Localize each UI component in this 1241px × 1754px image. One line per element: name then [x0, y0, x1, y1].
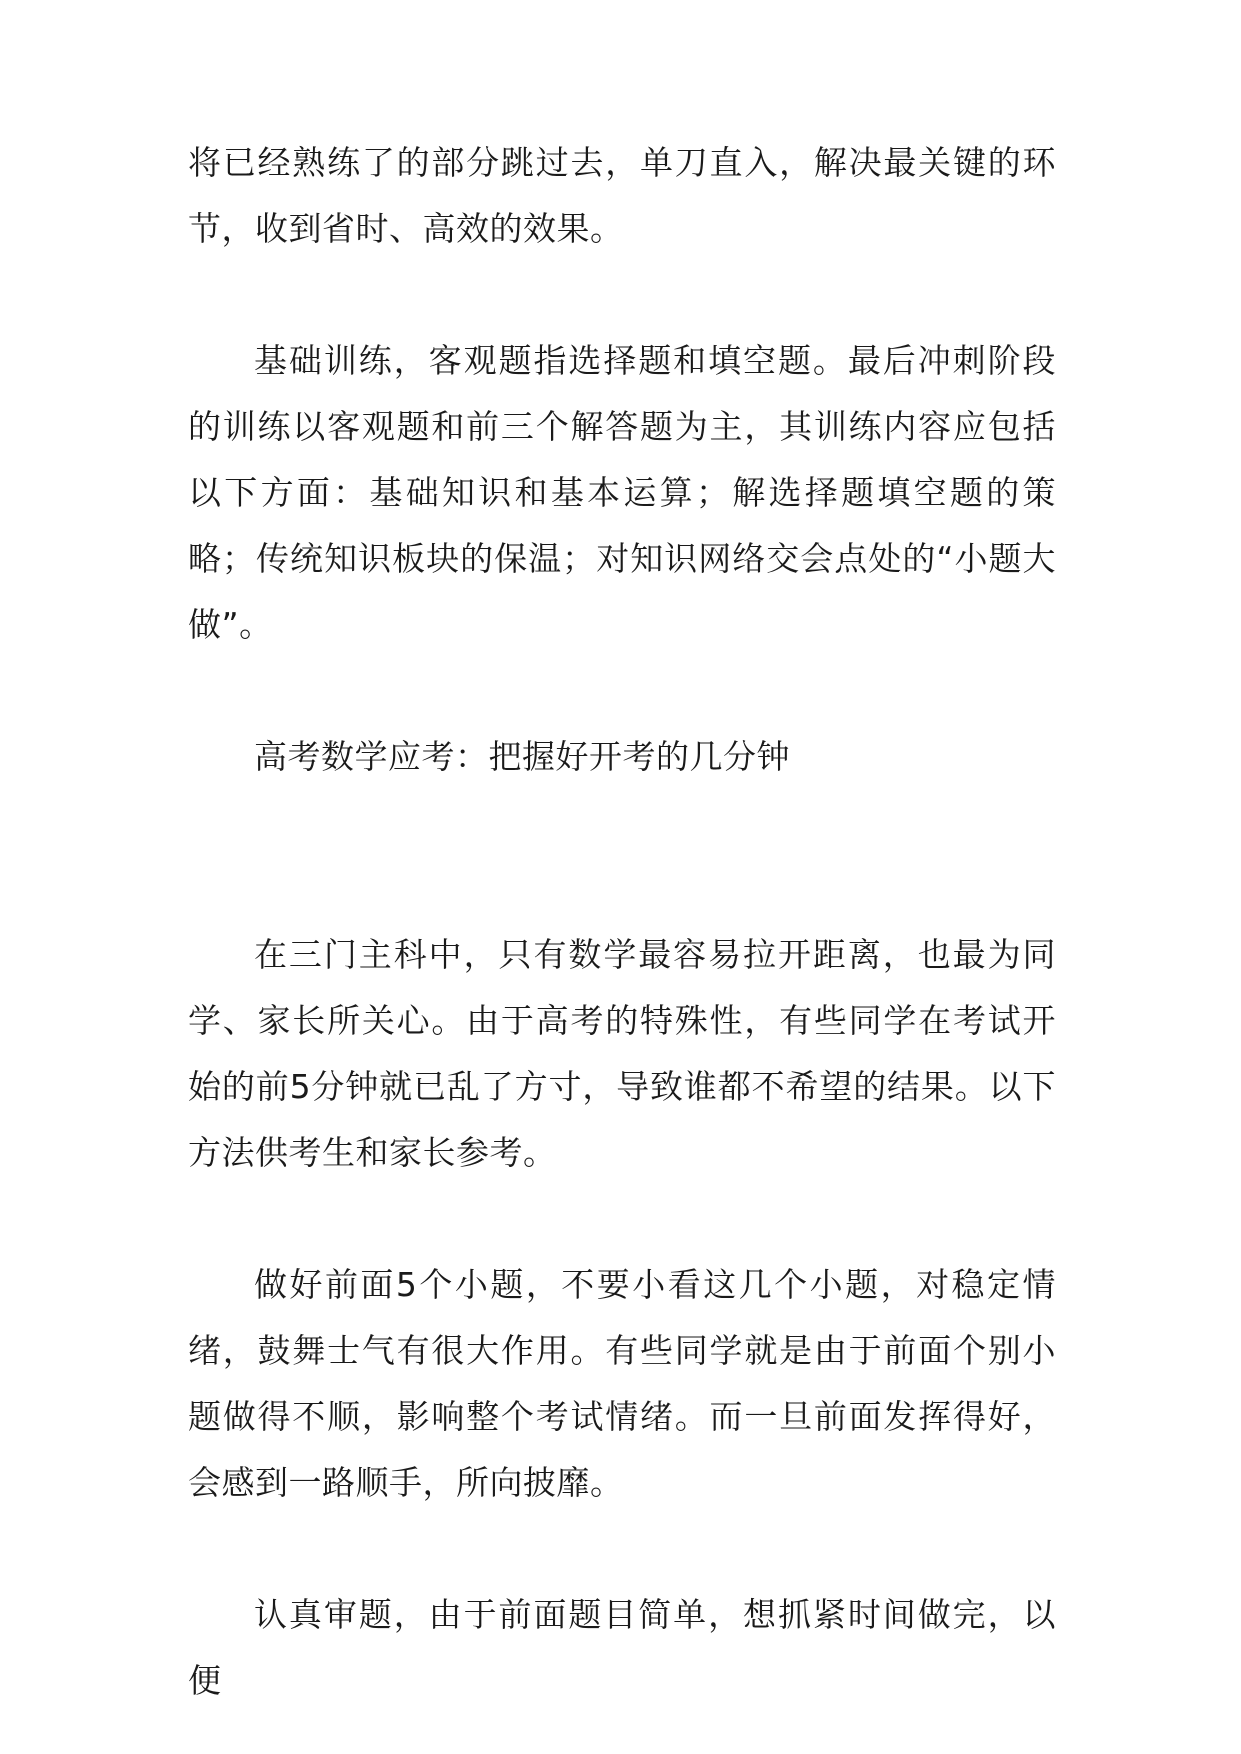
paragraph-intro: 在三门主科中，只有数学最容易拉开距离，也最为同学、家长所关心。由于高考的特殊性，有些同学在考试开始的前5分钟就已乱了方寸，导致谁都不希望的结果。以下方法供考生和家长参考。	[188, 935, 1056, 1172]
paragraph-spacer	[188, 1186, 1056, 1252]
paragraph-spacer	[188, 790, 1056, 922]
section-heading: 高考数学应考：把握好开考的几分钟	[254, 737, 790, 776]
paragraph-basic-training: 基础训练，客观题指选择题和填空题。最后冲刺阶段的训练以客观题和前三个解答题为主，其训练内容应包括以下方面：基础知识和基本运算；解选择题填空题的策略；传统知识板块的保温；对知识网络交会点处的“小题大做”。	[188, 341, 1056, 644]
paragraph-careful-reading: 认真审题，由于前面题目简单，想抓紧时间做完，以便	[188, 1595, 1056, 1700]
paragraph-first-questions: 做好前面5个小题，不要小看这几个小题，对稳定情绪，鼓舞士气有很大作用。有些同学就是由于前面个别小题做得不顺，影响整个考试情绪。而一旦前面发挥得好，会感到一路顺手，所向披靡。	[188, 1265, 1056, 1502]
paragraph-continuation: 将已经熟练了的部分跳过去，单刀直入，解决最关键的环节，收到省时、高效的效果。	[188, 143, 1056, 248]
document-body	[188, 130, 1056, 1714]
paragraph-spacer	[188, 262, 1056, 328]
paragraph-spacer	[188, 658, 1056, 724]
paragraph-spacer	[188, 1516, 1056, 1582]
